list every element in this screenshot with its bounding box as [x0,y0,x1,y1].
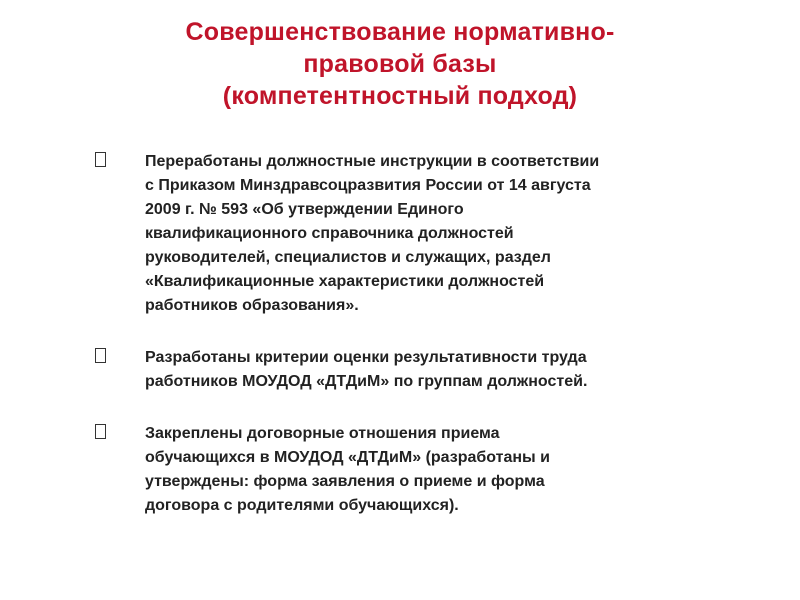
title-line: правовой базы [303,50,497,78]
bullet-line: утверждены: форма заявления о приеме и форма [145,473,545,490]
bullet-line: 2009 г. № 593 «Об утверждении Единого [145,201,464,218]
bullet-text [145,150,735,318]
bullet-line: обучающихся в МОУДОД «ДТДиМ» (разработаны и [145,449,550,466]
bullet-line: Закреплены договорные отношения приема [145,425,500,442]
empty-square-bullet-icon [95,424,106,439]
bullet-text [145,346,735,394]
bullet-line: руководителей, специалистов и служащих, раздел [145,249,551,266]
bullet-line: «Квалификационные характеристики должностей [145,273,545,290]
bullet-line: Разработаны критерии оценки результативности труда [145,349,587,366]
bullet-line: работников МОУДОД «ДТДиМ» по группам должностей. [145,373,588,390]
empty-square-bullet-icon [95,152,106,167]
bullet-item-evaluation-criteria [95,346,735,394]
slide-title [60,16,740,112]
empty-square-bullet-icon [95,348,106,363]
bullet-line: договора с родителями обучающихся). [145,497,459,514]
bullet-line: Переработаны должностные инструкции в соответствии [145,153,600,170]
bullet-line: работников образования». [145,297,359,314]
bullet-item-contract-relations [95,422,735,518]
bullet-item-job-descriptions [95,150,735,318]
bullet-text [145,422,735,518]
bullet-line: с Приказом Минздравсоцразвития России от 14 августа [145,177,591,194]
bullet-list [95,150,735,546]
title-line: Совершенствование нормативно- [185,18,615,46]
bullet-line: квалификационного справочника должностей [145,225,514,242]
title-line: (компетентностный подход) [222,82,578,110]
